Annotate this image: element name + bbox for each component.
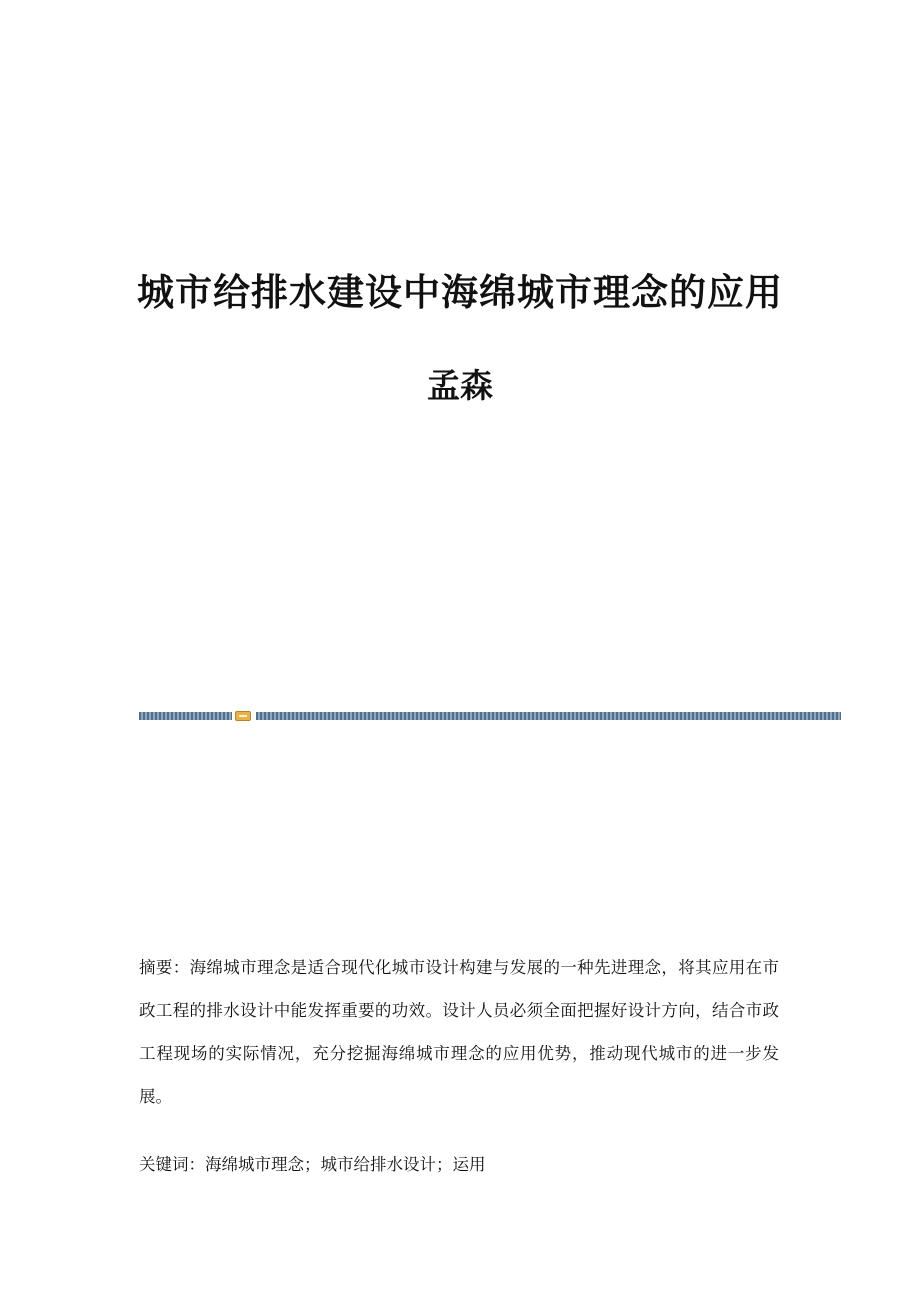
keywords-label: 关键词： bbox=[139, 1155, 205, 1174]
divider-ornament-icon bbox=[235, 711, 251, 721]
divider-bar-left bbox=[139, 712, 232, 720]
author-name: 孟森 bbox=[427, 366, 493, 405]
keywords-line bbox=[139, 1145, 779, 1185]
abstract-text: 海绵城市理念是适合现代化城市设计构建与发展的一种先进理念，将其应用在市政工程的排水设计中能发挥重要的功效。设计人员必须全面把握好设计方向，结合市政工程现场的实际情况，充分挖掘海绵城市理念的应用优势，推动现代城市的进一步发展。 bbox=[139, 958, 780, 1106]
abstract-paragraph bbox=[139, 946, 779, 1118]
document-title: 城市给排水建设中海绵城市理念的应用 bbox=[137, 270, 783, 314]
section-divider bbox=[139, 711, 841, 721]
divider-bar-right bbox=[256, 712, 841, 720]
abstract-label: 摘要： bbox=[139, 958, 190, 977]
keywords-text: 海绵城市理念；城市给排水设计；运用 bbox=[205, 1155, 486, 1174]
